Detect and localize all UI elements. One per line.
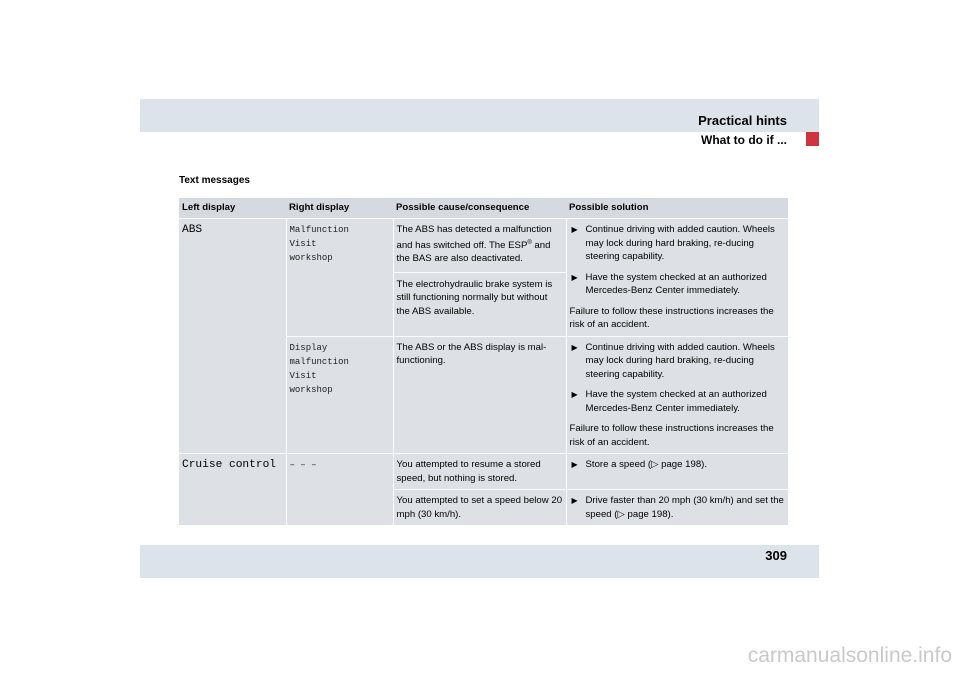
right-display-line: Display malfunction (289, 342, 349, 367)
text-messages-table (179, 198, 788, 525)
solution-step: ▶ Have the system checked at an authorized Mercedes-Benz Center immediately. (571, 271, 767, 296)
solution-cell (566, 490, 788, 526)
cause-cell (393, 490, 566, 526)
section-title: Text messages (179, 175, 250, 186)
column-header: Possible solution (566, 198, 788, 219)
solution-cell (566, 454, 788, 490)
cause-cell (393, 454, 566, 490)
cause-text: You attempted to resume a stored speed, but nothing is stored. (396, 459, 541, 484)
table-row (179, 454, 788, 490)
column-header: Right display (286, 198, 393, 219)
right-display-line: workshop (289, 384, 333, 395)
solution-step: ▶ Continue driving with added caution. Wheels may lock during hard braking, re-ducing steering capability. (571, 341, 775, 380)
cause-text: The ABS has detected a malfunction and has switched off. The ESP® and the BAS are also deactivated. (396, 224, 552, 265)
right-display-line: Visit (289, 370, 317, 381)
footer-band (140, 545, 819, 578)
left-display-text: Cruise control (182, 459, 276, 471)
bullet-arrow-icon: ▶ (571, 342, 578, 352)
solution-step: ▶ Continue driving with added caution. Wheels may lock during hard braking, re-ducing steering capability. (571, 224, 775, 262)
bullet-arrow-icon: ▶ (571, 496, 578, 505)
chapter-title: Practical hints (698, 113, 787, 128)
bullet-arrow-icon: ▶ (571, 225, 578, 234)
solution-step: ▶ Store a speed (▷ page 198). (571, 459, 708, 470)
cause-text: You attempted to set a speed below 20 mph (30 km/h). (396, 495, 563, 520)
left-display-cell (179, 219, 286, 454)
bullet-arrow-icon: ▶ (571, 390, 578, 399)
right-display-cell (286, 336, 393, 454)
solution-cell (566, 219, 788, 337)
column-header: Possible cause/consequence (393, 198, 566, 219)
bullet-arrow-icon: ▶ (571, 460, 578, 469)
right-display-cell (286, 454, 393, 526)
chapter-tab-marker (806, 132, 819, 146)
cause-cell (393, 219, 566, 337)
watermark: carmanualsonline.info (747, 644, 952, 667)
warning-note: Failure to follow these instructions increases the risk of an accident. (569, 305, 774, 330)
bullet-arrow-icon: ▶ (571, 272, 578, 282)
right-display-line: workshop (289, 253, 333, 263)
right-display-line: Malfunction (289, 225, 349, 235)
warning-note: Failure to follow these instructions increases the risk of an accident. (569, 423, 774, 448)
left-display-text: ABS (182, 224, 203, 236)
right-display-line: – – – (289, 460, 317, 470)
cause-divider (394, 272, 566, 273)
solution-step: ▶ Have the system checked at an authorized Mercedes-Benz Center immediately. (571, 389, 767, 414)
solution-step: ▶ Drive faster than 20 mph (30 km/h) and set the speed (▷ page 198). (571, 495, 784, 520)
cause-text: The ABS or the ABS display is mal-functioning. (396, 341, 547, 366)
table-header-row (179, 198, 788, 219)
solution-cell (566, 336, 788, 454)
cause-text: The electrohydraulic brake system is still functioning normally but without the ABS available. (396, 278, 553, 317)
column-header: Left display (179, 198, 286, 219)
left-display-cell (179, 454, 286, 526)
right-display-line: Visit (289, 239, 317, 249)
cause-cell (393, 336, 566, 454)
page-number: 309 (765, 548, 787, 563)
right-display-cell (286, 219, 393, 337)
table-row (179, 219, 788, 337)
section-subtitle: What to do if ... (701, 133, 787, 147)
